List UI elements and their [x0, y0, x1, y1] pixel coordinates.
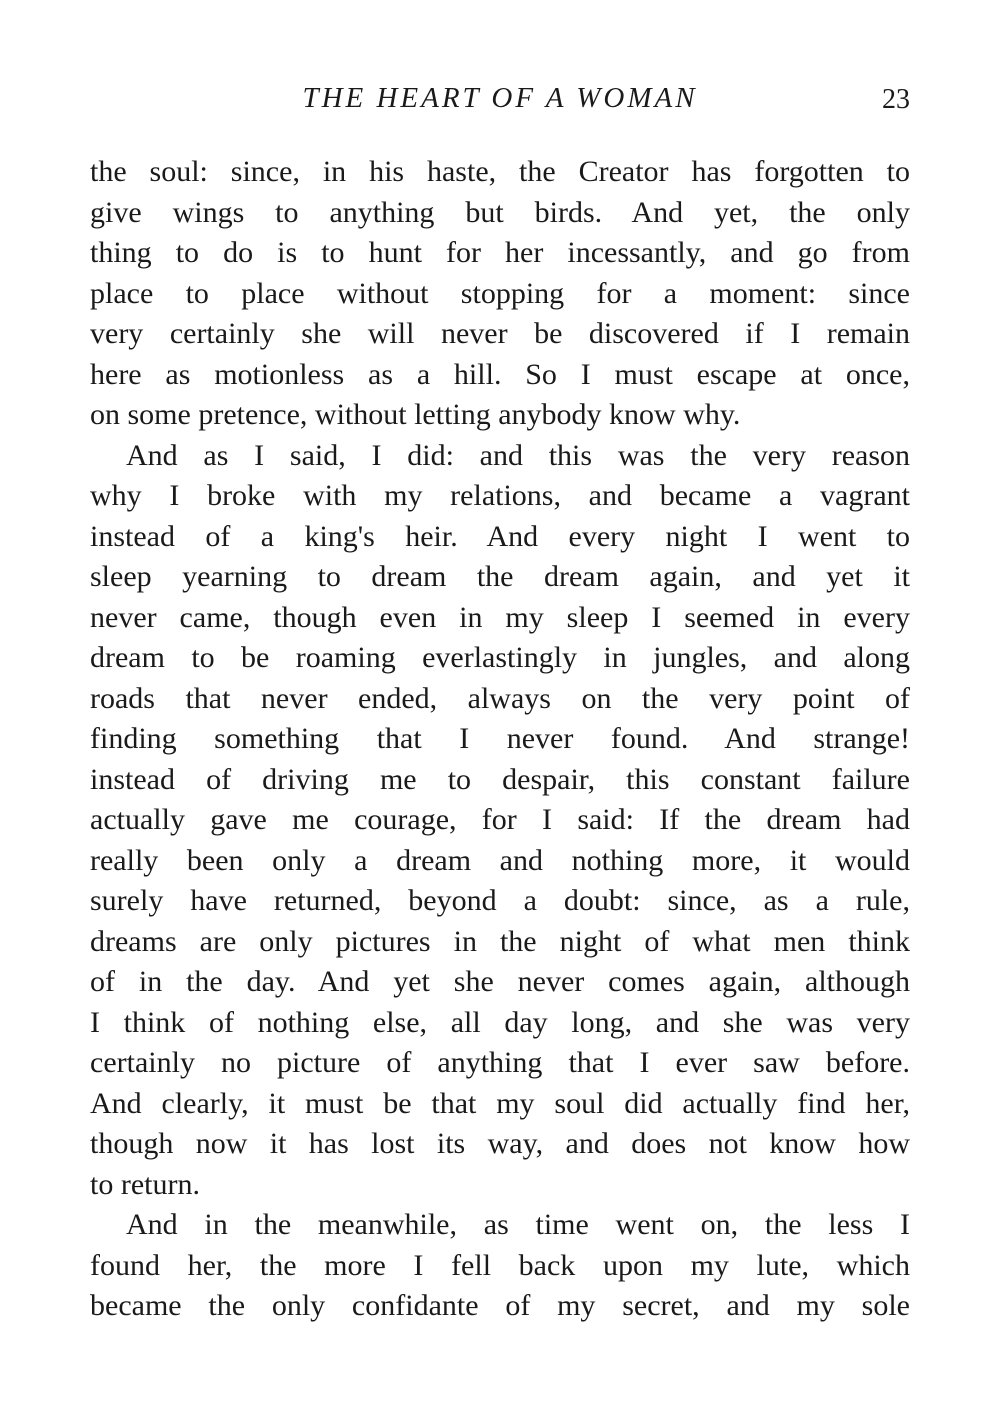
text-line: roads that never ended, always on the very point of — [90, 681, 910, 715]
text-line: surely have returned, beyond a doubt: since, as a rule, — [90, 884, 910, 917]
text-line: really been only a dream and nothing more, it would — [90, 843, 910, 877]
text-line: finding something that I never found. And strange! — [90, 722, 910, 755]
text-line: on some pretence, without letting anybody know why. — [90, 398, 741, 431]
text-line: thing to do is to hunt for her incessantly, and go from — [90, 236, 910, 269]
text-line: never came, though even in my sleep I seemed in every — [90, 600, 910, 634]
text-line: I think of nothing else, all day long, and she was very — [90, 1005, 910, 1039]
running-title: THE HEART OF A WOMAN — [302, 82, 698, 114]
text-line: to return. — [90, 1167, 200, 1201]
text-line: sleep yearning to dream the dream again, and yet it — [90, 560, 910, 593]
text-line: dreams are only pictures in the night of what men think — [90, 924, 910, 958]
paragraph-start-line: And as I said, I did: and this was the very reason — [126, 438, 910, 472]
running-head — [90, 78, 910, 118]
body-text — [90, 152, 910, 1327]
text-line: actually gave me courage, for I said: If the dream had — [90, 803, 910, 836]
text-line: dream to be roaming everlastingly in jungles, and along — [90, 641, 910, 674]
text-line: certainly no picture of anything that I ever saw before. — [90, 1046, 910, 1079]
text-line: found her, the more I fell back upon my lute, which — [90, 1248, 910, 1282]
text-line: place to place without stopping for a moment: since — [90, 276, 910, 310]
text-line: of in the day. And yet she never comes again, although — [90, 965, 910, 998]
text-line: And clearly, it must be that my soul did actually find her, — [90, 1086, 910, 1120]
text-line: very certainly she will never be discovered if I remain — [90, 317, 910, 350]
text-line: though now it has lost its way, and does not know how — [90, 1127, 910, 1160]
text-line: here as motionless as a hill. So I must escape at once, — [90, 357, 910, 391]
text-line: why I broke with my relations, and became a vagrant — [90, 479, 910, 512]
text-line: instead of driving me to despair, this constant failure — [90, 762, 910, 796]
text-line: became the only confidante of my secret, and my sole — [90, 1289, 910, 1322]
text-line: the soul: since, in his haste, the Creator has forgotten to — [90, 155, 910, 188]
paragraph-start-line: And in the meanwhile, as time went on, the less I — [126, 1208, 910, 1241]
page-number: 23 — [882, 84, 910, 115]
text-line: instead of a king's heir. And every night I went to — [90, 519, 910, 553]
text-line: give wings to anything but birds. And yet, the only — [90, 195, 910, 229]
